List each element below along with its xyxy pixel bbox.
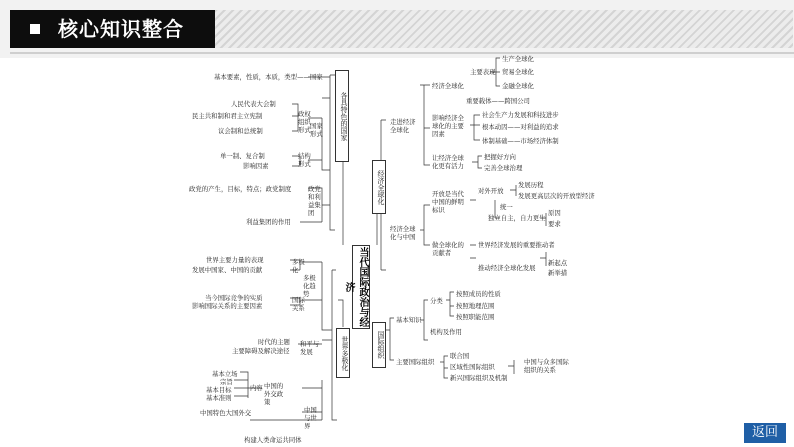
- node: 影响经济全球化的主要因素: [432, 114, 464, 138]
- node: 体制基础——市场经济体制: [482, 137, 559, 145]
- page-title: 核心知识整合: [58, 17, 184, 41]
- node: 区域性国际组织: [450, 363, 495, 371]
- branch-states: 各具特色的国家: [335, 70, 349, 162]
- node: 人民代表大会制: [231, 100, 276, 108]
- node: 新兴国际组织及机制: [450, 374, 508, 382]
- node: 主要障碍及解决途径: [232, 347, 290, 355]
- node: 宗旨: [220, 378, 233, 386]
- node: 发展历程: [518, 181, 544, 189]
- node: 要求: [548, 220, 561, 228]
- node: 统一: [500, 203, 513, 211]
- node: 主要表现: [470, 68, 496, 76]
- branch-intl-orgs: 国际组织: [372, 322, 386, 368]
- node: 基本准则: [206, 394, 232, 402]
- node: 按照职能范围: [456, 313, 495, 321]
- node: 生产全球化: [502, 55, 534, 63]
- node: 中国与众多国际组织的关系: [524, 358, 569, 374]
- node: 完善全球治理: [484, 164, 523, 172]
- node: 政党和利益集团: [308, 185, 321, 217]
- node: 发展更高层次的开放型经济: [518, 192, 595, 200]
- node: 机构及作用: [430, 328, 462, 336]
- node: 重要载体——跨国公司: [466, 97, 530, 105]
- node: 政权组织形式: [298, 110, 311, 134]
- node: 推动经济全球化发展: [478, 264, 536, 272]
- node: 基本知识: [396, 316, 422, 324]
- node: 影响因素: [243, 162, 269, 170]
- node: 利益集团的作用: [246, 218, 291, 226]
- node: 发展中国家、中国的贡献: [192, 266, 263, 274]
- node: 独立自主，自力更生: [488, 214, 546, 222]
- node: 做全球化的贡献者: [432, 241, 464, 257]
- node: 民主共和制和君主立宪制: [192, 112, 263, 120]
- branch-multipolarization: 世界多极化: [336, 328, 350, 378]
- node: 世界主要力量的表现: [206, 256, 264, 264]
- node: 根本动因——对利益的追求: [482, 123, 559, 131]
- node: 政党的产生，目标，特点；政党制度: [189, 185, 292, 193]
- node: 多极化: [292, 258, 305, 274]
- node: 基本立场: [212, 370, 238, 378]
- node: 多极化趋势: [303, 274, 316, 298]
- node: 主要国际组织: [396, 358, 435, 366]
- node: 原因: [548, 209, 561, 217]
- node: 当今国际竞争的实质: [205, 294, 263, 302]
- node: 国家形式: [310, 122, 323, 138]
- node: 对外开放: [478, 187, 504, 195]
- node: 影响国际关系的主要因素: [192, 302, 263, 310]
- node: 时代的主题: [258, 338, 290, 346]
- node: 构建人类命运共同体: [244, 436, 302, 444]
- node: 基本要素，性质，本质，类型——国家: [214, 73, 323, 81]
- node: 新举措: [548, 269, 568, 277]
- node: 中国与世界: [304, 406, 317, 430]
- node: 经济全球化与中国: [390, 225, 416, 241]
- node: 中国特色大国外交: [200, 409, 252, 417]
- node: 按照地理范围: [456, 302, 495, 310]
- node: 社会生产力发展和科技进步: [482, 111, 559, 119]
- node: 和平与发展: [300, 340, 320, 356]
- back-button[interactable]: 返回: [744, 423, 786, 443]
- node: 中国的外交政策: [264, 382, 284, 406]
- center-topic: 当代国际政治与经济: [343, 247, 368, 327]
- node: 基本目标: [206, 386, 232, 394]
- node: 联合国: [450, 352, 470, 360]
- node: 世界经济发展的重要推动者: [478, 241, 555, 249]
- node: 贸易全球化: [502, 68, 534, 76]
- node: 分类: [430, 297, 443, 305]
- node: 单一制、复合制: [220, 152, 265, 160]
- node: 走进经济全球化: [390, 118, 416, 134]
- node: 经济全球化: [432, 82, 464, 90]
- branch-globalization: 经济全球化: [372, 160, 386, 214]
- node: 国际关系: [292, 296, 305, 312]
- node: 按照成员的性质: [456, 290, 501, 298]
- node: 金融全球化: [502, 82, 534, 90]
- node: 议会制和总统制: [218, 127, 263, 135]
- node: 结构形式: [298, 152, 311, 168]
- node: 让经济全球化更有活力: [432, 154, 464, 170]
- node: 内容: [250, 384, 263, 392]
- node: 开放是当代中国的鲜明标识: [432, 190, 464, 214]
- node: 新起点: [548, 259, 568, 267]
- node: 把握好方向: [484, 153, 516, 161]
